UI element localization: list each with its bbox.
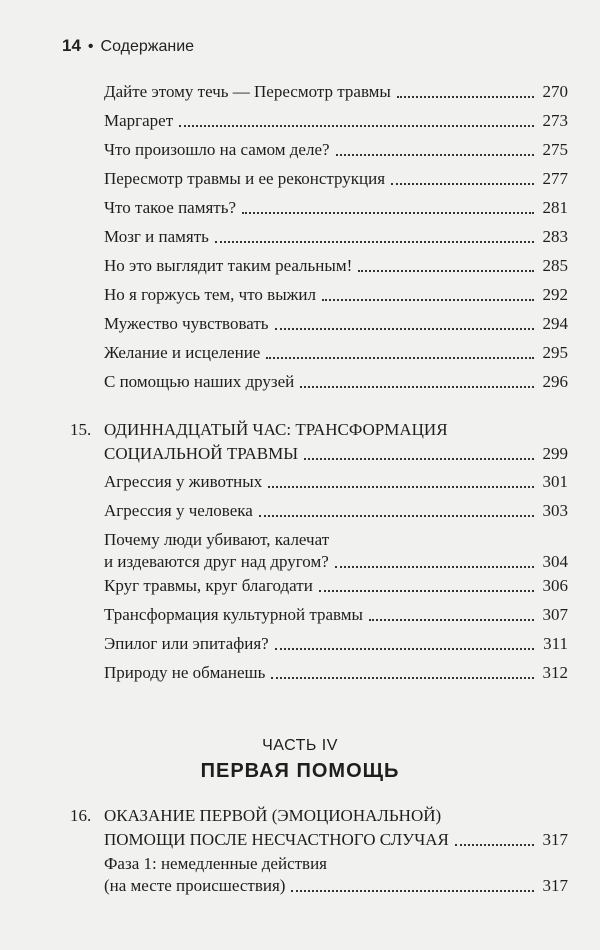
- toc-entry-label: Что такое память?: [104, 198, 237, 217]
- part-title[interactable]: ПЕРВАЯ ПОМОЩЬ: [200, 760, 400, 782]
- running-head: [62, 36, 194, 56]
- toc-entry-page: 295: [542, 343, 568, 362]
- toc-entry[interactable]: [104, 255, 568, 277]
- toc-entry-page: 306: [542, 576, 568, 595]
- toc-entry[interactable]: [104, 529, 568, 573]
- toc-entry-page: 281: [542, 198, 568, 217]
- section-title: Содержание: [100, 38, 195, 55]
- toc-entry-page: 304: [542, 552, 568, 571]
- chapter-title-line2-row: [104, 829, 568, 851]
- toc-entry-page: 317: [542, 876, 568, 895]
- toc-entry-label: Круг травмы, круг благодати: [104, 576, 313, 595]
- toc-entry[interactable]: [104, 633, 568, 655]
- chapter-title-line1: ОДИННАДЦАТЫЙ ЧАС: ТРАНСФОРМАЦИЯ: [104, 420, 448, 439]
- chapter-number: 15.: [70, 420, 92, 439]
- toc-entry-label: Маргарет: [104, 111, 174, 130]
- toc-entry[interactable]: [104, 168, 568, 190]
- chapter-number: 16.: [70, 806, 92, 825]
- toc-entry-label-line2: и издеваются друг над другом?: [104, 552, 329, 571]
- toc-entry-page: 311: [543, 634, 568, 653]
- toc-entry-label: Желание и исцеление: [104, 343, 261, 362]
- toc-entry[interactable]: [104, 471, 568, 493]
- toc-entry[interactable]: [104, 342, 568, 364]
- toc-entry-page: 301: [542, 472, 568, 491]
- toc-entry-line2-row: [104, 551, 568, 573]
- toc-entry-label: Природу не обманешь: [104, 663, 266, 682]
- leader-dots: [304, 458, 534, 460]
- toc-entry-page: 273: [542, 111, 568, 130]
- chapter-page: 317: [542, 830, 568, 849]
- toc-entry[interactable]: [104, 575, 568, 597]
- toc-entry-page: 285: [542, 256, 568, 275]
- toc-entry-label: Агрессия у человека: [104, 501, 253, 520]
- leader-dots: [275, 328, 534, 330]
- leader-dots: [358, 270, 534, 272]
- leader-dots: [322, 299, 534, 301]
- leader-dots: [242, 212, 534, 214]
- chapter-title-line2: СОЦИАЛЬНОЙ ТРАВМЫ: [104, 444, 299, 463]
- leader-dots: [266, 357, 534, 359]
- leader-dots: [291, 890, 534, 892]
- toc-entry-label: Что произошло на самом деле?: [104, 140, 330, 159]
- toc-entry-label: Трансформация культурной травмы: [104, 605, 363, 624]
- chapter-title-line1: ОКАЗАНИЕ ПЕРВОЙ (ЭМОЦИОНАЛЬНОЙ): [104, 806, 442, 825]
- toc-entry-page: 296: [542, 372, 568, 391]
- chapter-title-line2: ПОМОЩИ ПОСЛЕ НЕСЧАСТНОГО СЛУЧАЯ: [104, 830, 449, 849]
- leader-dots: [335, 566, 534, 568]
- toc-entry-label: Мозг и память: [104, 227, 209, 246]
- toc-entry-label-line1: Почему люди убивают, калечат: [104, 530, 330, 549]
- toc-entry-label-line2: (на месте происшествия): [104, 876, 286, 895]
- toc-entry-page: 283: [542, 227, 568, 246]
- leader-dots: [268, 486, 534, 488]
- toc-entry-label: Дайте этому течь — Пересмотр травмы: [104, 82, 391, 101]
- toc-entry[interactable]: [104, 226, 568, 248]
- chapter-page: 299: [542, 444, 568, 463]
- toc-entry-line2-row: [104, 875, 568, 897]
- toc-entry[interactable]: [104, 139, 568, 161]
- toc-entry-page: 270: [542, 82, 568, 101]
- toc-entry-label: Мужество чувствовать: [104, 314, 269, 333]
- toc-entry[interactable]: [104, 662, 568, 684]
- toc-entry[interactable]: [104, 284, 568, 306]
- leader-dots: [391, 183, 534, 185]
- leader-dots: [259, 515, 534, 517]
- leader-dots: [397, 96, 534, 98]
- leader-dots: [271, 677, 534, 679]
- toc-entry[interactable]: [104, 197, 568, 219]
- leader-dots: [336, 154, 534, 156]
- toc-entry[interactable]: [104, 500, 568, 522]
- toc-entry-label: Пересмотр травмы и ее реконструкция: [104, 169, 386, 188]
- leader-dots: [300, 386, 534, 388]
- leader-dots: [215, 241, 534, 243]
- toc-entry[interactable]: [104, 313, 568, 335]
- toc-entry-page: 292: [542, 285, 568, 304]
- toc-entry-label: С помощью наших друзей: [104, 372, 295, 391]
- chapter-title-line2-row: [104, 443, 568, 465]
- toc-entry[interactable]: [104, 371, 568, 393]
- toc-entry-label-line1: Фаза 1: немедленные действия: [104, 854, 327, 873]
- toc-entry[interactable]: [104, 110, 568, 132]
- toc-entry-page: 312: [542, 663, 568, 682]
- toc-entry[interactable]: [104, 604, 568, 626]
- toc-entry-page: 294: [542, 314, 568, 333]
- toc-entry[interactable]: [104, 81, 568, 103]
- leader-dots: [319, 590, 534, 592]
- toc-entry-label: Но это выглядит таким реальным!: [104, 256, 353, 275]
- leader-dots: [179, 125, 534, 127]
- page-number: 14: [62, 36, 81, 55]
- toc-entry-label: Но я горжусь тем, что выжил: [104, 285, 316, 304]
- toc-entry-page: 307: [542, 605, 568, 624]
- leader-dots: [275, 648, 534, 650]
- leader-dots: [455, 844, 534, 846]
- leader-dots: [369, 619, 534, 621]
- header-separator: •: [87, 38, 94, 55]
- part-label: ЧАСТЬ IV: [262, 737, 338, 754]
- toc-entry-page: 277: [542, 169, 568, 188]
- toc-entry-label: Агрессия у животных: [104, 472, 263, 491]
- toc-entry[interactable]: [104, 853, 568, 897]
- toc-entry-page: 275: [542, 140, 568, 159]
- toc-entry-label: Эпилог или эпитафия?: [104, 634, 269, 653]
- toc-entry-page: 303: [542, 501, 568, 520]
